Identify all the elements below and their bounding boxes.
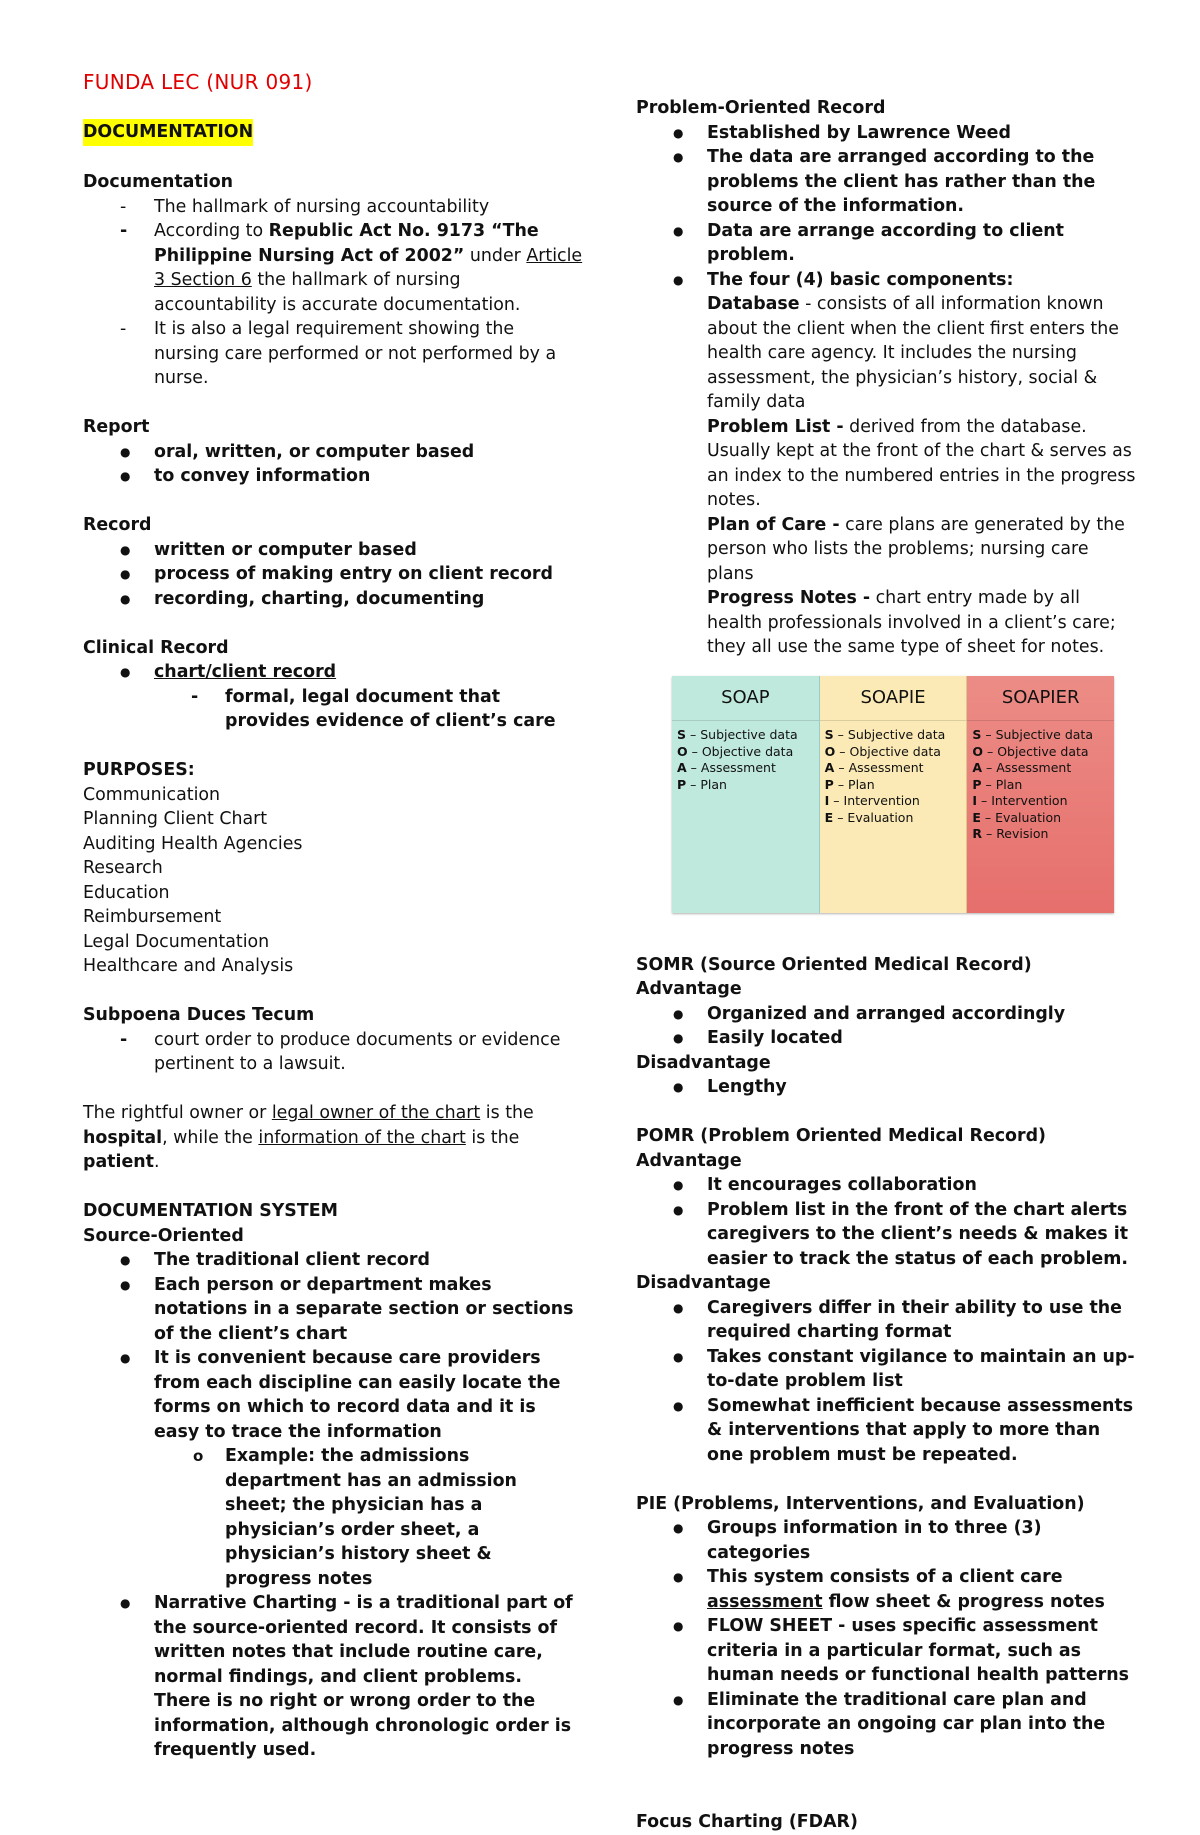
purpose-item: Education — [83, 882, 170, 903]
pie-heading: PIE (Problems, Interventions, and Evaluation) — [636, 1493, 1085, 1514]
list-item: o Example: the admissions department has an admission sheet; the physician has a physician’s order sheet, a physician’s history sheet & progress notes — [225, 1444, 583, 1591]
subpoena-list — [83, 1028, 583, 1077]
list-item: - According to Republic Act No. 9173 “The Philippine Nursing Act of 2002” under Article 3 Section 6 the hallmark of nursing accountability is accurate documentation. — [154, 219, 583, 317]
soap-row: S – Subjective data — [677, 727, 798, 742]
soapie-row: A – Assessment — [824, 760, 924, 775]
pomr-disadvantage-heading: Disadvantage — [636, 1273, 771, 1293]
report-heading: Report — [83, 417, 150, 437]
somr-disadvantage-list — [636, 1075, 1136, 1100]
list-item: ● Easily located — [707, 1026, 1136, 1051]
soapie-row: S – Subjective data — [824, 727, 946, 742]
component-problem-list: Problem List - derived from the database. Usually kept at the front of the chart & serves as an index to the numbered entries in the progress notes. — [707, 416, 1136, 510]
problem-oriented-list — [636, 121, 1136, 293]
list-item: ● Problem list in the front of the chart alerts caregivers to the client’s needs & makes it easier to track the status of each problem. — [707, 1198, 1136, 1272]
soapie-row: P – Plan — [824, 776, 875, 792]
list-item: - The hallmark of nursing accountability — [154, 195, 583, 220]
list-item: ● recording, charting, documenting — [154, 587, 583, 612]
purpose-item: Healthcare and Analysis — [83, 956, 294, 976]
list-item: ● Takes constant vigilance to maintain an up-to-date problem list — [707, 1345, 1136, 1394]
list-item: ● This system consists of a client care assessment flow sheet & progress notes — [707, 1565, 1136, 1614]
list-item: ● Data are arrange according to client problem. — [707, 219, 1136, 268]
documentation-list — [83, 195, 583, 391]
purpose-item: Auditing Health Agencies — [83, 833, 303, 854]
soapier-row: A – Assessment — [972, 760, 1072, 775]
soapier-row: E – Evaluation — [972, 809, 1062, 825]
list-item: ● The data are arranged according to the problems the client has rather than the source of the information. — [707, 145, 1136, 219]
purposes-heading: PURPOSES: — [83, 760, 195, 780]
list-item: ● Caregivers differ in their ability to use the required charting format — [707, 1296, 1136, 1345]
left-column — [83, 0, 583, 1763]
soapier-column — [967, 676, 1114, 913]
list-item: ● Lengthy — [707, 1075, 1136, 1100]
clinical-record-heading: Clinical Record — [83, 637, 229, 658]
somr-advantage-heading: Advantage — [636, 979, 742, 999]
list-item: ● The four (4) basic components: — [707, 268, 1136, 293]
focus-charting-heading: Focus Charting (FDAR) — [636, 1812, 858, 1832]
list-item: ● Groups information in to three (3) categories — [707, 1516, 1136, 1565]
list-item: ● It encourages collaboration — [707, 1173, 1136, 1198]
soap-comparison-table — [672, 676, 1114, 913]
pomr-advantage-list — [636, 1173, 1136, 1271]
component-database: Database - consists of all information known about the client when the client first enters the health care agency. It includes the nursing assessment, the physician’s history, social & family data — [707, 294, 1119, 412]
list-item: ● written or computer based — [154, 538, 583, 563]
soap-column-title: SOAP — [672, 676, 819, 721]
list-item: ● oral, written, or computer based — [154, 440, 583, 465]
source-oriented-heading: Source-Oriented — [83, 1225, 244, 1246]
purpose-item: Planning Client Chart — [83, 809, 268, 829]
record-list — [83, 538, 583, 612]
pomr-advantage-heading: Advantage — [636, 1150, 742, 1171]
soapier-row: P – Plan — [972, 776, 1023, 792]
soapie-row: I – Intervention — [824, 793, 920, 808]
soapier-row: I – Intervention — [972, 793, 1068, 808]
list-item: - It is also a legal requirement showing the nursing care performed or not performed by a nurse. — [154, 317, 583, 391]
source-oriented-list — [83, 1248, 583, 1763]
somr-advantage-list — [636, 1002, 1136, 1051]
somr-disadvantage-heading: Disadvantage — [636, 1052, 771, 1073]
list-item: ● The traditional client record — [154, 1248, 583, 1273]
list-item: ● chart/client record - formal, legal document that provides evidence of client’s care — [154, 660, 583, 734]
pie-list — [636, 1516, 1136, 1761]
clinical-list — [83, 660, 583, 734]
component-progress-notes: Progress Notes - chart entry made by all health professionals involved in a client’s care; they all use the same type of sheet for notes. — [707, 588, 1116, 657]
somr-heading: SOMR (Source Oriented Medical Record) — [636, 954, 1032, 975]
subpoena-heading: Subpoena Duces Tecum — [83, 1005, 315, 1025]
pomr-heading: POMR (Problem Oriented Medical Record) — [636, 1126, 1046, 1146]
list-item: ● Each person or department makes notations in a separate section or sections of the client’s chart — [154, 1273, 583, 1347]
doc-title: FUNDA LEC (NUR 091) — [83, 70, 313, 94]
record-heading: Record — [83, 515, 152, 535]
list-item: ● Somewhat inefficient because assessments & interventions that apply to more than one problem must be repeated. — [707, 1394, 1136, 1468]
right-column — [636, 0, 1136, 1835]
list-item: ● Organized and arranged accordingly — [707, 1002, 1136, 1027]
soap-row: A – Assessment — [677, 760, 776, 775]
pomr-disadvantage-list — [636, 1296, 1136, 1468]
soap-row: O – Objective data — [677, 743, 794, 759]
soapier-row: O – Objective data — [972, 743, 1089, 759]
soapie-column — [820, 676, 968, 913]
soapie-row: O – Objective data — [824, 743, 941, 759]
list-item: ● FLOW SHEET - uses specific assessment criteria in a particular format, such as human needs or functional health patterns — [707, 1614, 1136, 1688]
list-item: ● Established by Lawrence Weed — [707, 121, 1136, 146]
soap-column — [672, 676, 820, 913]
purpose-item: Legal Documentation — [83, 931, 270, 952]
list-item: ● Narrative Charting - is a traditional part of the source-oriented record. It consists of written notes that include routine care, normal findings, and client problems. There is no right or wrong order to the information, although chronologic order is frequently used. — [154, 1591, 583, 1763]
list-item: - formal, legal document that provides evidence of client’s care — [225, 685, 583, 734]
docsystem-heading: DOCUMENTATION SYSTEM — [83, 1201, 338, 1221]
report-list — [83, 440, 583, 489]
soapier-row: S – Subjective data — [972, 727, 1093, 742]
soap-row: P – Plan — [677, 776, 727, 792]
list-item: ● Eliminate the traditional care plan and incorporate an ongoing car plan into the progress notes — [707, 1688, 1136, 1762]
components-block — [636, 292, 1136, 660]
purpose-item: Communication — [83, 784, 221, 805]
topic-heading: DOCUMENTATION — [83, 119, 253, 146]
soapier-column-title: SOAPIER — [967, 676, 1114, 721]
owner-paragraph: The rightful owner or legal owner of the chart is the hospital, while the information of the chart is the patient. — [83, 1103, 534, 1172]
list-item: ● to convey information — [154, 464, 583, 489]
list-item: ● It is convenient because care providers from each discipline can easily locate the forms on which to record data and it is easy to trace the information o Example: the admissions department has an admission sheet; the physician has a physician’s order sheet, a physician’s history sheet & progress notes — [154, 1346, 583, 1591]
documentation-heading: Documentation — [83, 172, 234, 192]
list-item: - court order to produce documents or evidence pertinent to a lawsuit. — [154, 1028, 583, 1077]
component-plan-of-care: Plan of Care - care plans are generated by the person who lists the problems; nursing care plans — [707, 514, 1125, 584]
problem-oriented-heading: Problem-Oriented Record — [636, 98, 886, 118]
soapie-column-title: SOAPIE — [820, 676, 967, 721]
soapie-row: E – Evaluation — [824, 809, 914, 825]
purpose-item: Reimbursement — [83, 907, 222, 927]
purpose-item: Research — [83, 858, 163, 878]
list-item: ● process of making entry on client record — [154, 562, 583, 587]
soapier-row: R – Revision — [972, 826, 1049, 841]
